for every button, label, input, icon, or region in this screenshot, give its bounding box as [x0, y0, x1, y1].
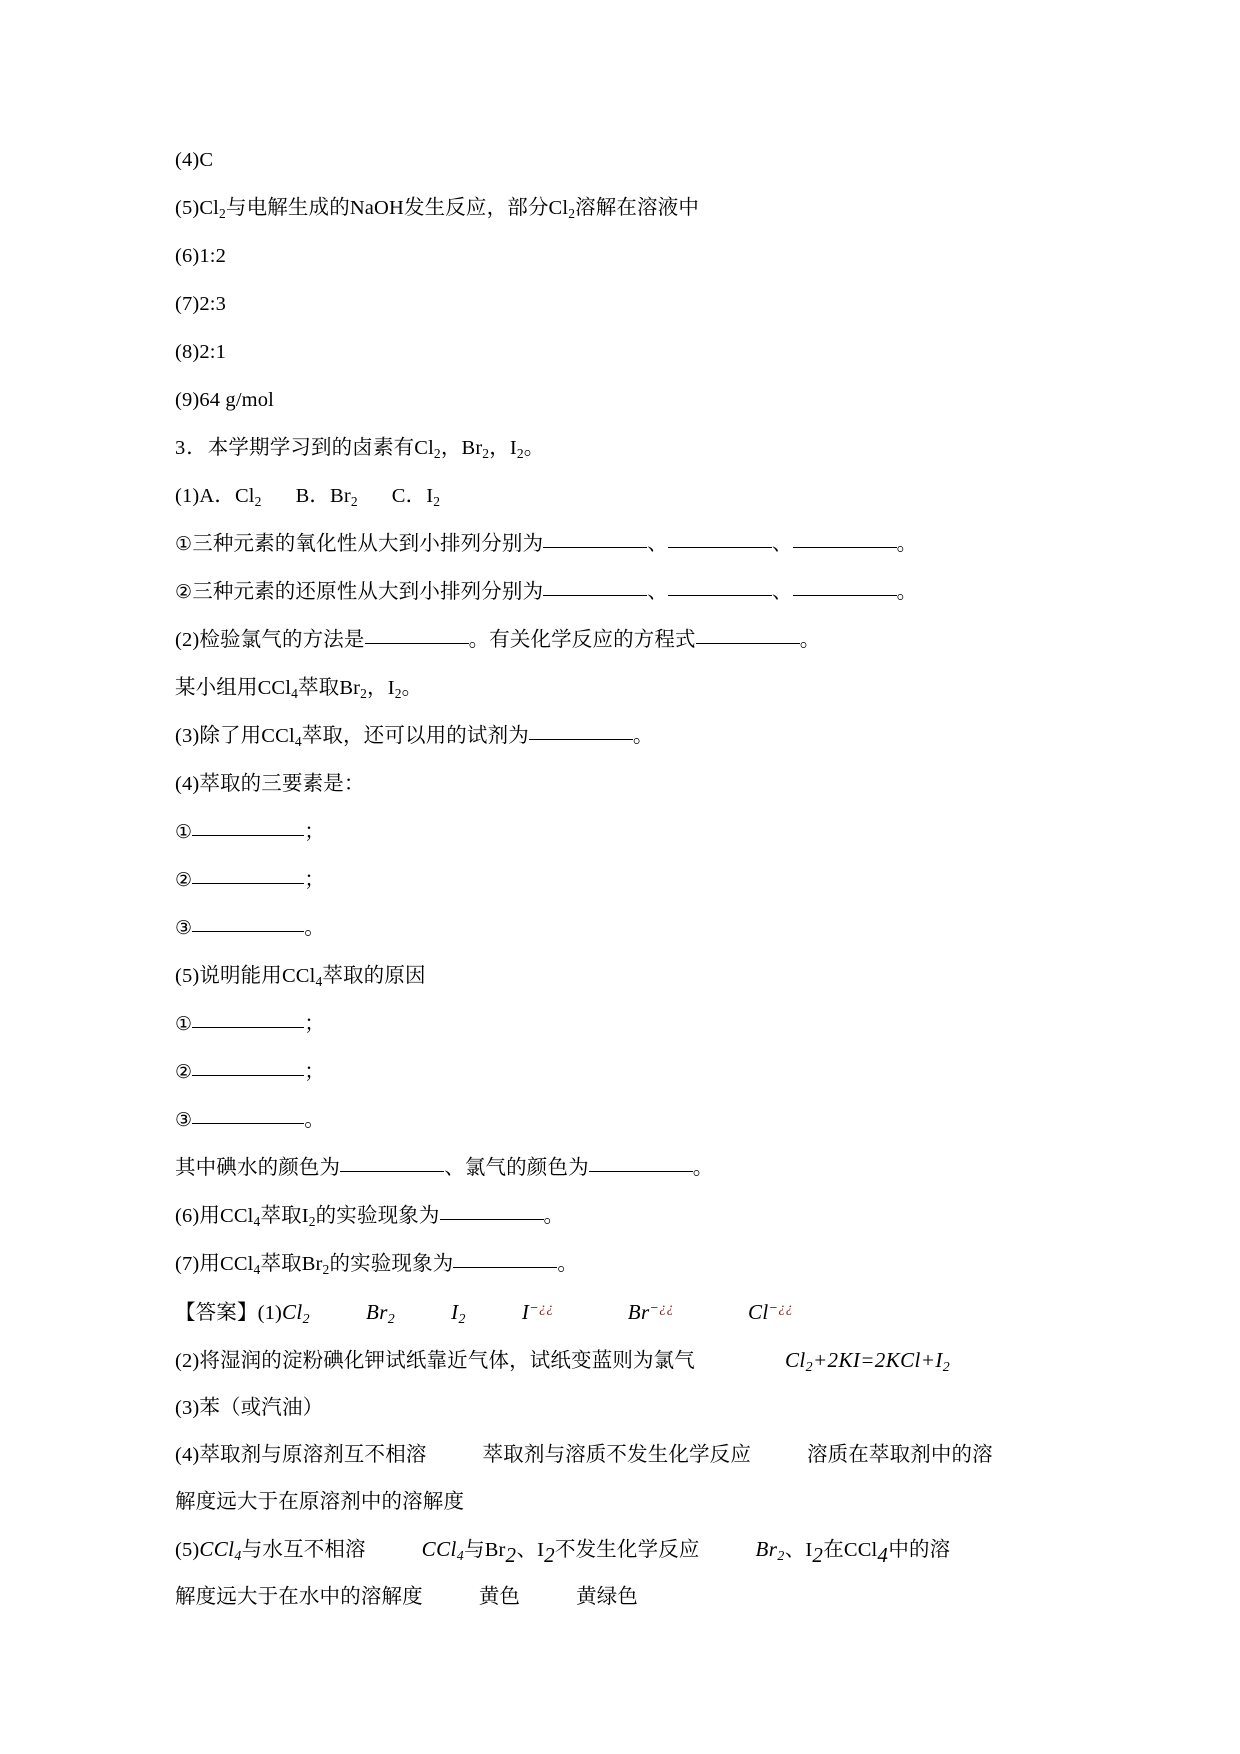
- answer-5b-sub-5: 4: [877, 1542, 889, 1567]
- minus-sign: −: [529, 1299, 540, 1315]
- blank-input-extract-factor-2[interactable]: [192, 867, 304, 884]
- blank-input-red-1[interactable]: [543, 579, 647, 596]
- circled-number-1-icon: ①: [175, 821, 193, 843]
- circled-number-2-icon: ②: [175, 869, 193, 891]
- answer-5-sub-1: 2: [219, 205, 226, 221]
- question-3-4-item-3: [175, 908, 1080, 949]
- separator: 、: [444, 1157, 465, 1179]
- answer-8-text: (8)2:1: [175, 341, 226, 363]
- period: 。: [632, 725, 654, 747]
- separator: 、: [771, 533, 793, 555]
- question-3-6: [175, 1196, 1080, 1237]
- question-3-stem-b: ，Br: [440, 437, 483, 459]
- question-3-6-label: (6): [175, 1205, 200, 1227]
- blank-input-test-method[interactable]: [365, 627, 469, 644]
- answer-line-1: [175, 1292, 1080, 1334]
- answer-5b-formula-3: [756, 1537, 785, 1561]
- answer-4b-part-3-cont: 解度远大于在原溶剂中的溶解度: [175, 1491, 465, 1513]
- blank-input-br2-phenomenon[interactable]: [453, 1251, 557, 1268]
- answer-5-sub-2: 2: [568, 205, 576, 221]
- blank-input-ox-3[interactable]: [793, 531, 897, 548]
- semicolon: ；: [304, 821, 325, 843]
- sub-item-2-text: 三种元素的还原性从大到小排列分别为: [192, 581, 544, 603]
- question-3-5-item-1: [175, 1004, 1080, 1045]
- answer-5b-part-2-text-a: 与Br: [464, 1539, 506, 1561]
- answer-5b-part-2-text-c: 不发生化学反应: [554, 1539, 700, 1561]
- option-c-label: C．: [391, 485, 427, 507]
- answer-3-label: (3): [175, 1397, 200, 1419]
- blank-input-reason-1[interactable]: [192, 1011, 304, 1028]
- answer-line-5b-cont: [175, 1577, 1080, 1618]
- blank-input-red-3[interactable]: [793, 579, 897, 596]
- question-3-4-label: (4): [175, 773, 200, 795]
- question-3-7-sub-2: 2: [322, 1261, 330, 1277]
- formula-symbol: CCl: [199, 1537, 235, 1561]
- question-3-7-sub-1: 4: [253, 1261, 261, 1277]
- blank-input-extract-factor-1[interactable]: [192, 819, 304, 836]
- answer-line-7: [175, 284, 1080, 325]
- option-b-label: B．: [295, 485, 331, 507]
- equation-sub-2: 2: [942, 1358, 951, 1374]
- question-3-5: [175, 956, 1080, 997]
- minus-sign: −: [649, 1299, 660, 1315]
- question-3-6-text-a: 用CCl: [199, 1205, 254, 1227]
- period: 。: [543, 1205, 565, 1227]
- blank-input-reason-3[interactable]: [192, 1107, 304, 1124]
- answer-1-item-5: [628, 1300, 674, 1324]
- answer-4b-part-3: 溶质在萃取剂中的溶: [806, 1444, 993, 1466]
- answer-line-5b: [175, 1529, 1080, 1571]
- option-b-sub: 2: [350, 493, 358, 509]
- answer-9-text: (9)64 g/mol: [175, 389, 275, 411]
- answer-5b-formula-2: [422, 1537, 464, 1561]
- circled-number-2-icon: ②: [175, 581, 193, 603]
- answer-line-2: [175, 1340, 1080, 1382]
- answer-7-text: (7)2:3: [175, 293, 226, 315]
- answer-5b-sub-3: 2: [544, 1542, 555, 1567]
- question-3-number: 3．: [175, 437, 208, 459]
- answer-1-item-1: [282, 1300, 310, 1324]
- answer-5b-part-3-text-c: 中的溶: [888, 1539, 951, 1561]
- question-3-6-sub-2: 2: [308, 1213, 316, 1229]
- answer-3-text: 苯（或汽油）: [199, 1397, 324, 1419]
- note-sub-3: 2: [394, 685, 402, 701]
- question-3-sub-3: 2: [516, 445, 524, 461]
- formula-symbol: CCl: [421, 1537, 457, 1561]
- question-3-5-item-2: [175, 1052, 1080, 1093]
- circled-number-3-icon: ③: [175, 1109, 193, 1131]
- blank-input-iodine-water-color[interactable]: [340, 1155, 444, 1172]
- question-3-5-item-3: [175, 1100, 1080, 1141]
- question-3-3-sub: 4: [294, 733, 302, 749]
- option-list-label: (1): [175, 485, 200, 507]
- answer-5b-formula-1: [199, 1537, 241, 1561]
- question-3-2: [175, 620, 1080, 661]
- question-3-2-label: (2): [175, 629, 200, 651]
- answer-5b-color-1: 黄色: [478, 1586, 521, 1608]
- formula-symbol: I: [451, 1300, 459, 1324]
- semicolon: ；: [304, 1061, 325, 1083]
- question-3-stem-c: ，I: [489, 437, 517, 459]
- answer-line-4b: [175, 1435, 1080, 1476]
- equation-sub-1: 2: [805, 1358, 813, 1374]
- formula-sup: [650, 1300, 674, 1315]
- answer-line-4b-cont: [175, 1482, 1080, 1523]
- question-3-7-label: (7): [175, 1253, 200, 1275]
- answer-4b-part-2: 萃取剂与溶质不发生化学反应: [482, 1444, 751, 1466]
- answer-4b-part-1: 萃取剂与原溶剂互不相溶: [199, 1444, 427, 1466]
- question-3-6-text-b: 萃取I: [260, 1205, 309, 1227]
- period: 。: [799, 629, 821, 651]
- formula-sub: 2: [302, 1310, 310, 1326]
- answer-2-text: 将湿润的淀粉碘化钾试纸靠近气体，试纸变蓝则为氯气: [199, 1350, 695, 1372]
- answer-5-part-b: 与电解生成的NaOH发生反应，部分Cl: [225, 197, 569, 219]
- note-sub-1: 4: [291, 685, 299, 701]
- answer-heading: 【答案】: [175, 1302, 258, 1324]
- formula-symbol: Br: [755, 1537, 778, 1561]
- formula-sub: 2: [458, 1310, 466, 1326]
- question-3-3-text-a: 除了用CCl: [199, 725, 295, 747]
- option-a-formula: Cl: [234, 485, 255, 507]
- question-3-sub-item-2: [175, 572, 1080, 613]
- formula-symbol: I: [521, 1300, 530, 1324]
- circled-number-2-icon: ②: [175, 1061, 193, 1083]
- formula-symbol: Br: [627, 1300, 650, 1324]
- answer-1-item-2: [366, 1300, 395, 1324]
- answer-5b-sub-2: 2: [505, 1542, 517, 1567]
- question-3-3: [175, 716, 1080, 757]
- equation-part-a: Cl: [784, 1348, 806, 1372]
- question-3-stem-a: 本学期学习到的卤素有Cl: [207, 437, 434, 459]
- formula-sup: [769, 1300, 793, 1315]
- note-text-a: 某小组用CCl: [175, 677, 292, 699]
- formula-sub: 2: [387, 1310, 396, 1326]
- option-a-sub: 2: [254, 493, 262, 509]
- blank-input-chlorine-color[interactable]: [589, 1155, 693, 1172]
- formula-symbol: Cl: [281, 1300, 303, 1324]
- question-3-2-text-a: 检验氯气的方法是: [199, 629, 365, 651]
- answer-5b-part-1-text: 与水互不相溶: [241, 1539, 366, 1561]
- question-3-7-text-a: 用CCl: [199, 1253, 254, 1275]
- colors-text-b: 氯气的颜色为: [464, 1157, 589, 1179]
- question-3-5-label: (5): [175, 965, 200, 987]
- blank-input-i2-phenomenon[interactable]: [440, 1203, 544, 1220]
- answer-5b-part-3-text-a: 、I: [784, 1539, 813, 1561]
- question-3-3-text-b: 萃取，还可以用的试剂为: [301, 725, 529, 747]
- minus-sign: −: [768, 1299, 779, 1315]
- blank-input-reason-2[interactable]: [192, 1059, 304, 1076]
- semicolon: ；: [304, 1013, 325, 1035]
- answer-2-equation: [785, 1348, 950, 1372]
- question-3-5-text-b: 萃取的原因: [322, 965, 426, 987]
- render-error-glyph: ¿¿: [539, 1299, 554, 1315]
- blank-input-equation[interactable]: [696, 627, 800, 644]
- note-sub-2: 2: [360, 685, 368, 701]
- question-3-6-sub-1: 4: [253, 1213, 261, 1229]
- question-3-sub-item-1: [175, 524, 1080, 565]
- question-3-4-text: 萃取的三要素是：: [199, 773, 365, 795]
- answer-5b-sub-4: 2: [812, 1542, 824, 1567]
- answer-line-5: [175, 188, 1080, 229]
- answer-line-3: [175, 1388, 1080, 1429]
- question-3-1-options: [175, 476, 1080, 517]
- separator: 、: [647, 581, 668, 603]
- semicolon: ；: [304, 869, 325, 891]
- formula-sup: [529, 1300, 553, 1315]
- answer-2-label: (2): [175, 1350, 200, 1372]
- question-3-7-text-b: 萃取Br: [260, 1253, 323, 1275]
- question-3-note: [175, 668, 1080, 709]
- question-3-4-item-2: [175, 860, 1080, 901]
- question-3-colors: [175, 1148, 1080, 1189]
- question-3-sub-2: 2: [482, 445, 490, 461]
- answer-1-label: (1): [257, 1302, 282, 1324]
- period: 。: [896, 533, 918, 555]
- note-text-d: 。: [401, 677, 423, 699]
- question-3-7: [175, 1244, 1080, 1285]
- answer-1-item-6: [748, 1300, 793, 1324]
- formula-symbol: Cl: [747, 1300, 769, 1324]
- formula-sub: 4: [456, 1547, 465, 1563]
- option-b-formula: Br: [330, 485, 351, 507]
- question-3-stem: [175, 428, 1080, 469]
- answer-5b-cont-text: 解度远大于在水中的溶解度: [175, 1586, 423, 1608]
- answer-4b-label: (4): [175, 1444, 200, 1466]
- period: 。: [557, 1253, 579, 1275]
- sub-item-1-text: 三种元素的氧化性从大到小排列分别为: [192, 533, 544, 555]
- period: 。: [304, 1109, 325, 1131]
- question-3-stem-d: 。: [523, 437, 545, 459]
- answer-block: [175, 1292, 1080, 1618]
- blank-input-red-2[interactable]: [668, 579, 772, 596]
- blank-input-ox-1[interactable]: [543, 531, 647, 548]
- note-text-b: 萃取Br: [298, 677, 361, 699]
- question-3-sub-1: 2: [433, 445, 441, 461]
- circled-number-1-icon: ①: [175, 1013, 193, 1035]
- separator: 、: [647, 533, 668, 555]
- period: 。: [896, 581, 918, 603]
- answer-6-text: (6)1:2: [175, 245, 226, 267]
- question-3-7-text-c: 的实验现象为: [329, 1253, 454, 1275]
- question-3-5-sub: 4: [315, 973, 323, 989]
- answer-1-item-4: [522, 1300, 554, 1324]
- question-3-3-label: (3): [175, 725, 200, 747]
- separator: 、: [771, 581, 793, 603]
- period: 。: [692, 1157, 714, 1179]
- question-3-4: [175, 764, 1080, 805]
- answer-5-part-c: 溶解在溶液中: [575, 197, 700, 219]
- answer-line-6: [175, 236, 1080, 277]
- answer-4-text: (4)C: [175, 149, 214, 171]
- render-error-glyph: ¿¿: [659, 1299, 674, 1315]
- question-3-4-item-1: [175, 812, 1080, 853]
- answer-5b-color-2: 黄绿色: [576, 1586, 639, 1608]
- question-3-2-text-b: 。有关化学反应的方程式: [468, 629, 696, 651]
- answer-1-item-3: [451, 1300, 466, 1324]
- question-3-5-text-a: 说明能用CCl: [199, 965, 316, 987]
- option-c-sub: 2: [433, 493, 441, 509]
- answer-line-4: [175, 140, 1080, 181]
- period: 。: [304, 917, 325, 939]
- answer-5b-label: (5): [175, 1539, 200, 1561]
- colors-text-a: 其中碘水的颜色为: [175, 1157, 341, 1179]
- option-c-formula: I: [426, 485, 434, 507]
- formula-symbol: Br: [365, 1300, 388, 1324]
- formula-sub: 4: [234, 1547, 242, 1563]
- equation-part-b: +2KI=2KCl+I: [812, 1348, 943, 1372]
- blank-input-extract-factor-3[interactable]: [192, 915, 304, 932]
- blank-input-ox-2[interactable]: [668, 531, 772, 548]
- note-text-c: ，I: [367, 677, 395, 699]
- answer-5b-part-2-text-b: 、I: [516, 1539, 545, 1561]
- circled-number-3-icon: ③: [175, 917, 193, 939]
- formula-sub: 2: [777, 1547, 785, 1563]
- question-3-6-text-c: 的实验现象为: [315, 1205, 440, 1227]
- answer-5b-part-3-text-b: 在CCl: [823, 1539, 878, 1561]
- blank-input-other-reagent[interactable]: [529, 723, 633, 740]
- answer-line-8: [175, 332, 1080, 373]
- render-error-glyph: ¿¿: [778, 1299, 794, 1315]
- answer-5-part-a: (5)Cl: [175, 197, 220, 219]
- answer-line-9: [175, 380, 1080, 421]
- circled-number-1-icon: ①: [175, 533, 193, 555]
- option-a-label: A．: [199, 485, 235, 507]
